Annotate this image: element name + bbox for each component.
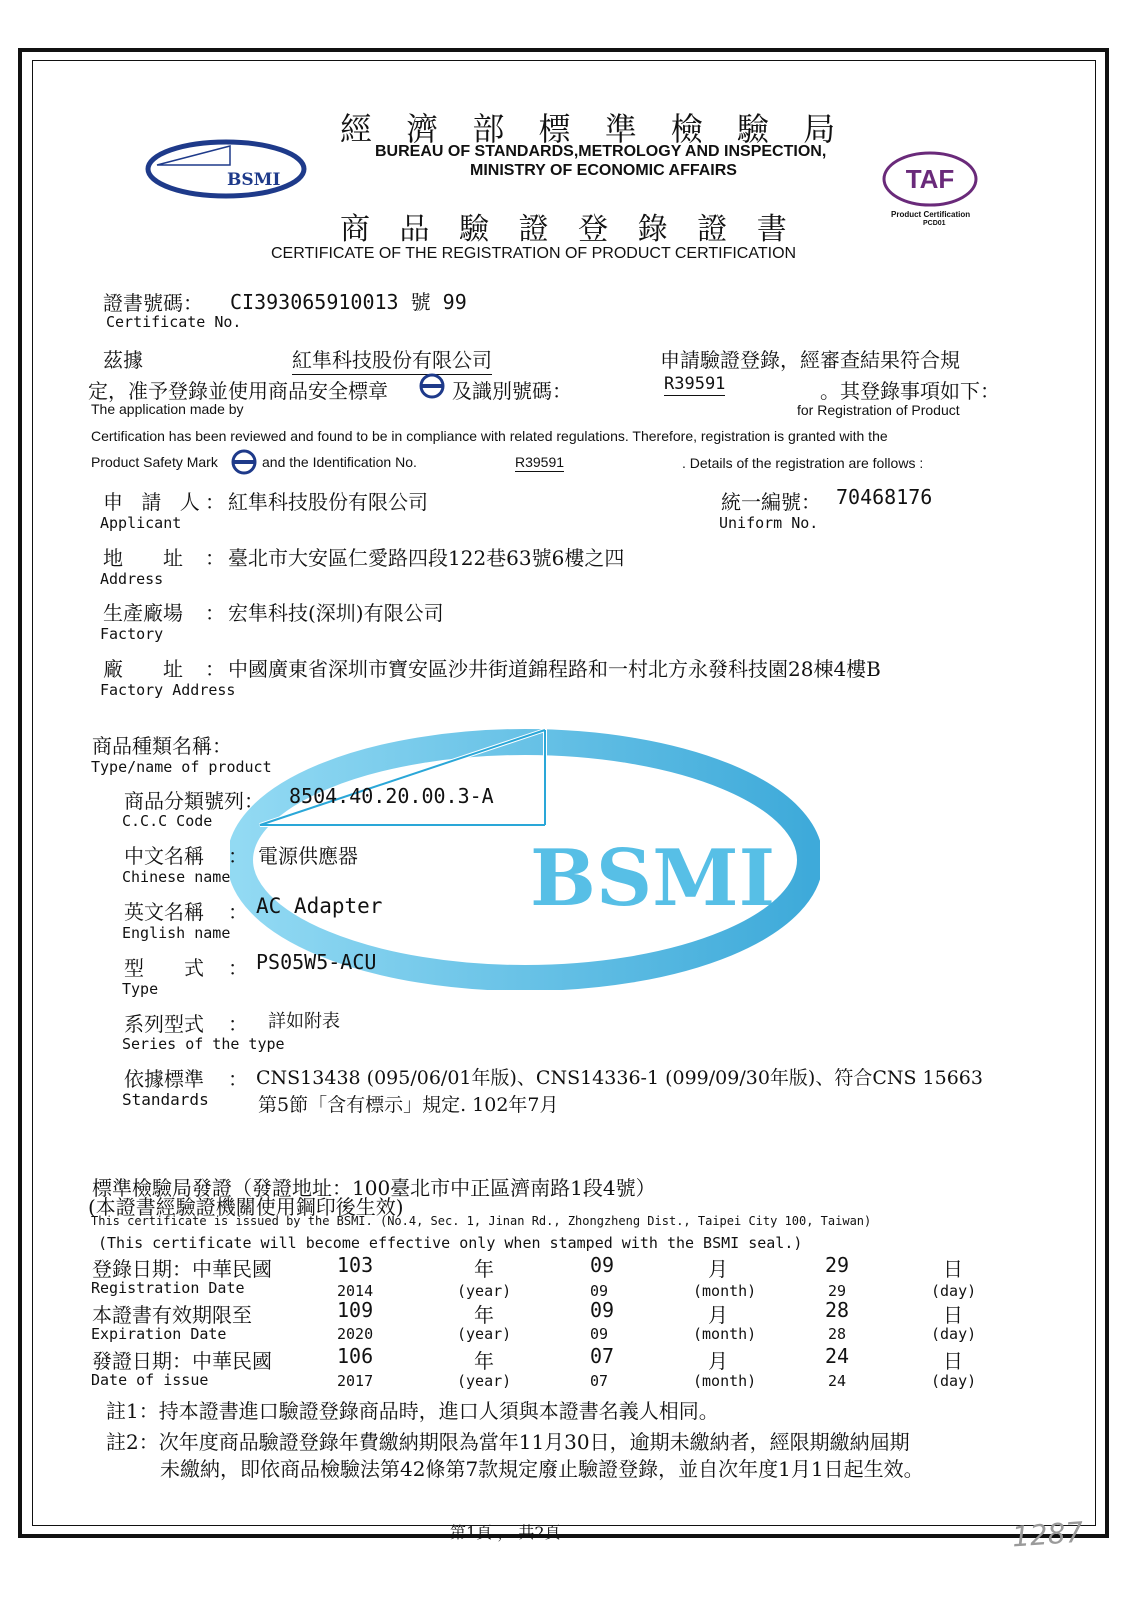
certificate-no-value: CI393065910013 號 99 bbox=[230, 290, 467, 314]
taf-logo bbox=[880, 150, 980, 208]
bureau-title-en-line1: BUREAU OF STANDARDS,METROLOGY AND INSPECTION, bbox=[375, 143, 827, 160]
colon: ： bbox=[205, 601, 225, 625]
certificate-title-en: CERTIFICATE OF THE REGISTRATION OF PRODUCT CERTIFICATION bbox=[271, 245, 797, 262]
statement-company: 紅隼科技股份有限公司 bbox=[292, 344, 492, 375]
standards-value-line2: 第5節「含有標示」規定. 102年7月 bbox=[258, 1094, 559, 1116]
address-label-cn: 地 址 bbox=[103, 546, 183, 570]
statement-cn-line1-end: 申請驗證登錄，經審查結果符合規 bbox=[660, 348, 960, 372]
applicant-value: 紅隼科技股份有限公司 bbox=[228, 490, 428, 514]
factory-address-label-en: Factory Address bbox=[100, 681, 236, 699]
year-unit-cn: 年 bbox=[474, 1303, 494, 1327]
expiration-ad-year: 2020 bbox=[337, 1325, 374, 1343]
issuer-line1-cn: 標準檢驗局發證（發證地址：100臺北市中正區濟南路1段4號） bbox=[92, 1176, 656, 1200]
product-safety-mark-icon bbox=[417, 373, 447, 399]
statement-en-line3-end: . Details of the registration are follows : bbox=[682, 455, 924, 471]
registration-month: 09 bbox=[590, 1253, 615, 1277]
year-unit-cn: 年 bbox=[474, 1257, 494, 1281]
issue-roc-year: 106 bbox=[337, 1344, 374, 1368]
series-label-cn: 系列型式 bbox=[124, 1012, 204, 1036]
standards-label-en: Standards bbox=[122, 1090, 209, 1109]
issuer-line2-cn: (本證書經驗證機關使用鋼印後生效) bbox=[88, 1195, 404, 1219]
colon: ： bbox=[228, 900, 248, 924]
product-safety-mark-icon bbox=[229, 449, 259, 475]
issue-date-label-cn: 發證日期：中華民國 bbox=[92, 1349, 272, 1373]
colon: ： bbox=[228, 844, 248, 868]
bsmi-logo bbox=[145, 138, 307, 200]
day-unit-cn: 日 bbox=[943, 1349, 963, 1373]
chinese-name-label-en: Chinese name bbox=[122, 868, 231, 886]
registration-ad-year: 2014 bbox=[337, 1282, 374, 1300]
taf-caption-2: PCD01 bbox=[923, 220, 946, 227]
expiration-day-en: 28 bbox=[828, 1325, 847, 1343]
statement-en-line3-b: and the Identification No. bbox=[262, 454, 417, 470]
issue-month: 07 bbox=[590, 1344, 615, 1368]
registration-day: 29 bbox=[825, 1253, 850, 1277]
watermark-text: BSMI bbox=[530, 833, 776, 924]
expiration-month-en: 09 bbox=[590, 1325, 609, 1343]
standards-value-line1: CNS13438 (095/06/01年版)、CNS14336-1 (099/09/30年版)、符合CNS 15663 bbox=[256, 1067, 983, 1089]
day-unit-en: (day) bbox=[931, 1372, 977, 1390]
month-unit-en: (month) bbox=[693, 1372, 757, 1390]
issue-day: 24 bbox=[825, 1344, 850, 1368]
certificate-no-label-en: Certificate No. bbox=[106, 313, 242, 331]
handwritten-number: 1287 bbox=[1010, 1515, 1085, 1554]
expiration-month: 09 bbox=[590, 1298, 615, 1322]
ccc-label-cn: 商品分類號列： bbox=[124, 789, 264, 813]
registration-date-label-cn: 登錄日期：中華民國 bbox=[92, 1257, 272, 1281]
english-name-value: AC Adapter bbox=[256, 894, 383, 918]
issue-month-en: 07 bbox=[590, 1372, 609, 1390]
standards-label-cn: 依據標準 bbox=[124, 1067, 204, 1091]
applicant-label-cn: 申 請 人 bbox=[103, 490, 206, 514]
note-2-line2: 未繳納，即依商品檢驗法第42條第7款規定廢止驗證登錄，並自次年度1月1日起生效。 bbox=[160, 1457, 924, 1481]
uniform-no-value: 70468176 bbox=[836, 485, 933, 509]
registration-month-en: 09 bbox=[590, 1282, 609, 1300]
taf-caption-1: Product Certification bbox=[891, 210, 971, 219]
colon: ： bbox=[228, 1067, 248, 1091]
colon: ： bbox=[205, 657, 225, 681]
registration-date-label-en: Registration Date bbox=[91, 1279, 245, 1297]
expiration-date-label-en: Expiration Date bbox=[91, 1325, 227, 1343]
month-unit-cn: 月 bbox=[708, 1257, 728, 1281]
colon: ： bbox=[228, 1012, 248, 1036]
registration-day-en: 29 bbox=[828, 1282, 847, 1300]
colon: ： bbox=[228, 956, 248, 980]
colon: ： bbox=[205, 546, 225, 570]
factory-value: 宏隼科技(深圳)有限公司 bbox=[228, 601, 444, 625]
bureau-title-cn: 經 濟 部 標 準 檢 驗 局 bbox=[340, 110, 848, 148]
statement-cn-line2-end: 。其登錄事項如下： bbox=[820, 379, 1000, 403]
year-unit-en: (year) bbox=[457, 1282, 512, 1300]
product-heading-cn: 商品種類名稱： bbox=[92, 734, 232, 758]
ccc-value: 8504.40.20.00.3-A bbox=[289, 784, 494, 808]
colon: ： bbox=[205, 490, 225, 514]
statement-cn-id: R39591 bbox=[664, 374, 726, 394]
statement-en-intro: The application made by bbox=[91, 401, 244, 417]
year-unit-en: (year) bbox=[457, 1372, 512, 1390]
english-name-label-en: English name bbox=[122, 924, 231, 942]
day-unit-cn: 日 bbox=[943, 1303, 963, 1327]
series-label-en: Series of the type bbox=[122, 1035, 285, 1053]
note-2-line1: 註2：次年度商品驗證登錄年費繳納期限為當年11月30日，逾期未繳納者，經限期繳納屆期 bbox=[106, 1430, 910, 1454]
day-unit-cn: 日 bbox=[943, 1257, 963, 1281]
type-value: PS05W5-ACU bbox=[256, 950, 377, 974]
address-value: 臺北市大安區仁愛路四段122巷63號6樓之四 bbox=[228, 546, 625, 570]
statement-en-line2: Certification has been reviewed and found to be in compliance with related regulations. Therefore, registration is granted with the bbox=[91, 428, 888, 444]
issue-day-en: 24 bbox=[828, 1372, 847, 1390]
bureau-title-en-line2: MINISTRY OF ECONOMIC AFFAIRS bbox=[470, 162, 737, 179]
uniform-no-label-en: Uniform No. bbox=[719, 514, 819, 532]
factory-address-value: 中國廣東省深圳市寶安區沙井街道錦程路和一村北方永發科技園28棟4樓B bbox=[228, 657, 881, 681]
certificate-title-cn: 商 品 驗 證 登 錄 證 書 bbox=[340, 212, 797, 247]
factory-label-en: Factory bbox=[100, 625, 164, 643]
month-unit-cn: 月 bbox=[708, 1349, 728, 1373]
note-1: 註1：持本證書進口驗證登錄商品時，進口人須與本證書名義人相同。 bbox=[106, 1399, 719, 1423]
year-unit-en: (year) bbox=[457, 1325, 512, 1343]
day-unit-en: (day) bbox=[931, 1282, 977, 1300]
applicant-label-en: Applicant bbox=[100, 514, 182, 532]
issue-ad-year: 2017 bbox=[337, 1372, 374, 1390]
svg-text:TAF: TAF bbox=[905, 164, 955, 194]
statement-en-line1-end: for Registration of Product bbox=[797, 402, 960, 418]
statement-cn-intro: 茲據 bbox=[103, 348, 143, 372]
statement-en-line3-a: Product Safety Mark bbox=[91, 454, 218, 470]
english-name-label-cn: 英文名稱 bbox=[124, 900, 204, 924]
issuer-line1-en: This certificate is issued by the BSMI. (No.4, Sec. 1, Jinan Rd., Zhongzheng Dist., Taipei City 100, Taiwan) bbox=[91, 1214, 872, 1228]
certificate-no-label-cn: 證書號碼： bbox=[103, 291, 203, 315]
statement-cn-line2-b: 及識別號碼： bbox=[452, 379, 572, 403]
day-unit-en: (day) bbox=[931, 1325, 977, 1343]
ccc-label-en: C.C.C Code bbox=[122, 812, 213, 830]
chinese-name-value: 電源供應器 bbox=[258, 844, 358, 868]
series-value: 詳如附表 bbox=[268, 1011, 340, 1032]
year-unit-cn: 年 bbox=[474, 1349, 494, 1373]
uniform-no-label-cn: 統一編號： bbox=[721, 490, 821, 514]
expiration-date-label-cn: 本證書有效期限至 bbox=[92, 1303, 252, 1327]
type-label-en: Type bbox=[122, 980, 159, 998]
svg-text:BSMI: BSMI bbox=[227, 170, 281, 190]
product-heading-en: Type/name of product bbox=[91, 758, 272, 776]
type-label-cn: 型 式 bbox=[124, 956, 204, 980]
page-number: 第1頁 ， 共2頁 bbox=[450, 1523, 561, 1542]
registration-roc-year: 103 bbox=[337, 1253, 374, 1277]
factory-label-cn: 生產廠場 bbox=[103, 601, 183, 625]
expiration-roc-year: 109 bbox=[337, 1298, 374, 1322]
statement-cn-line2: 定，准予登錄並使用商品安全標章 bbox=[88, 379, 388, 403]
month-unit-en: (month) bbox=[693, 1325, 757, 1343]
issue-date-label-en: Date of issue bbox=[91, 1371, 209, 1389]
chinese-name-label-cn: 中文名稱 bbox=[124, 844, 204, 868]
factory-address-label-cn: 廠 址 bbox=[103, 657, 183, 681]
month-unit-en: (month) bbox=[693, 1282, 757, 1300]
issuer-line2-en: (This certificate will become effective only when stamped with the BSMI seal.) bbox=[98, 1234, 803, 1252]
address-label-en: Address bbox=[100, 570, 164, 588]
statement-en-id: R39591 bbox=[515, 454, 565, 470]
month-unit-cn: 月 bbox=[708, 1303, 728, 1327]
expiration-day: 28 bbox=[825, 1298, 850, 1322]
